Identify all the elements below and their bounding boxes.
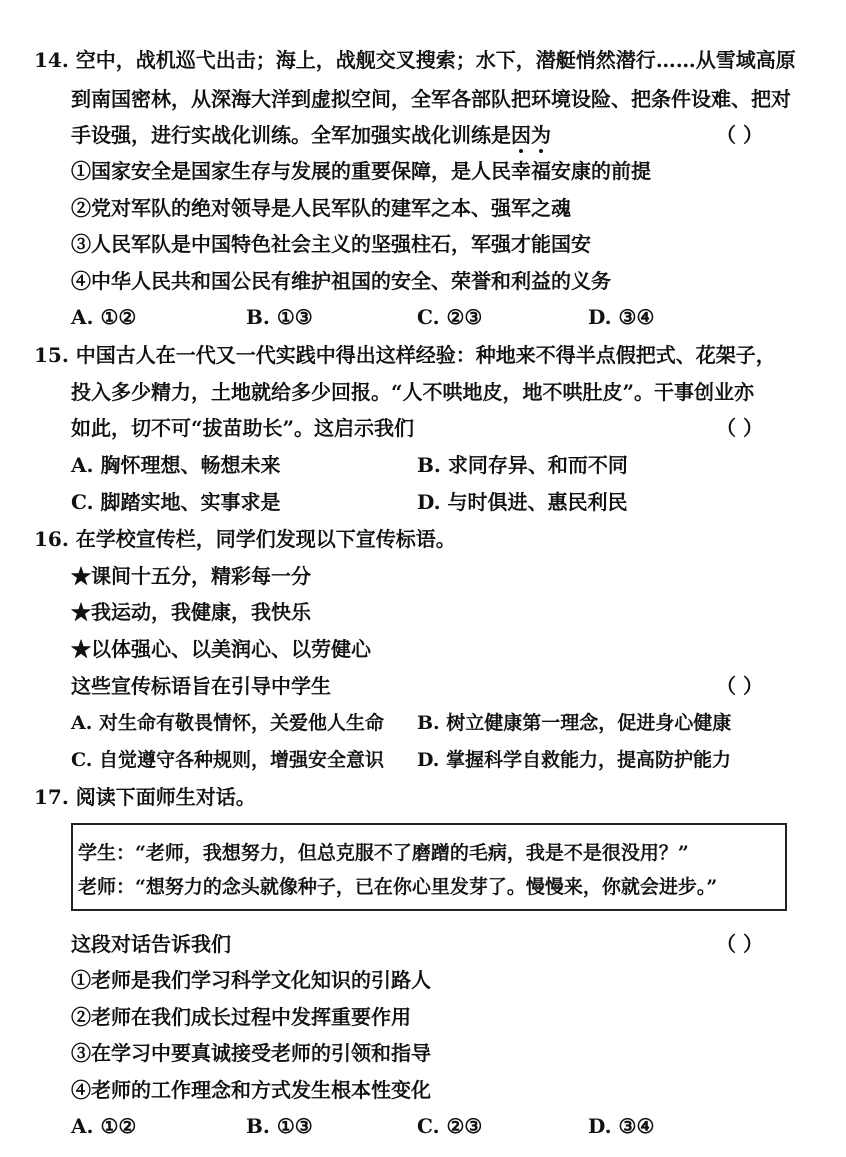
q14-stem-line3	[71, 122, 551, 148]
q17-option-c[interactable]: C. ②③	[417, 1114, 483, 1138]
q17-stem-line2: 这段对话告诉我们	[71, 932, 231, 956]
q16-slogan-1: ★课间十五分，精彩每一分	[71, 564, 311, 588]
q14-emphasis-char-2: 为	[531, 123, 551, 147]
q14-stem-line1: 14. 空中，战机巡弋出击；海上，战舰交叉搜索；水下，潜艇悄然潜行……从雪域高原	[34, 48, 796, 72]
q14-stem-line2: 到南国密林，从深海大洋到虚拟空间，全军各部队把环境设险、把条件设难、把对	[71, 87, 791, 111]
q15-stem-line2: 投入多少精力，土地就给多少回报。“人不哄地皮，地不哄肚皮”。干事创业亦	[71, 380, 755, 404]
q17-statement-2: ②老师在我们成长过程中发挥重要作用	[71, 1005, 411, 1029]
q17-statement-1: ①老师是我们学习科学文化知识的引路人	[71, 968, 431, 992]
q16-option-a[interactable]: A. 对生命有敬畏情怀，关爱他人生命	[71, 712, 384, 734]
q16-answer-blank[interactable]: （ ）	[716, 674, 763, 698]
q14-stem-line3-text: 手设强，进行实战化训练。全军加强实战化训练是	[71, 123, 511, 147]
q14-option-c[interactable]: C. ②③	[417, 305, 483, 329]
q15-answer-blank[interactable]: （ ）	[716, 416, 763, 440]
q16-slogan-2: ★我运动，我健康，我快乐	[71, 600, 311, 624]
q14-option-a[interactable]: A. ①②	[71, 305, 137, 329]
q15-option-a[interactable]: A. 胸怀理想、畅想未来	[71, 453, 281, 477]
q16-option-c[interactable]: C. 自觉遵守各种规则，增强安全意识	[71, 749, 385, 771]
q17-stem-line1: 17. 阅读下面师生对话。	[34, 785, 256, 809]
q17-option-b[interactable]: B. ①③	[246, 1114, 313, 1138]
q16-option-b[interactable]: B. 树立健康第一理念，促进身心健康	[417, 712, 732, 734]
q14-statement-2: ②党对军队的绝对领导是人民军队的建军之本、强军之魂	[71, 196, 571, 220]
q14-statement-1: ①国家安全是国家生存与发展的重要保障，是人民幸福安康的前提	[71, 159, 651, 183]
q17-option-a[interactable]: A. ①②	[71, 1114, 137, 1138]
q16-slogan-3: ★以体强心、以美润心、以劳健心	[71, 637, 371, 661]
q15-option-b[interactable]: B. 求同存异、和而不同	[417, 453, 628, 477]
q16-stem-line2: 这些宣传标语旨在引导中学生	[71, 674, 331, 698]
q17-answer-blank[interactable]: （ ）	[716, 932, 763, 956]
q17-statement-3: ③在学习中要真诚接受老师的引领和指导	[71, 1041, 431, 1065]
q16-stem-line1: 16. 在学校宣传栏，同学们发现以下宣传标语。	[34, 527, 456, 551]
q14-statement-4: ④中华人民共和国公民有维护祖国的安全、荣誉和利益的义务	[71, 269, 611, 293]
q17-statement-4: ④老师的工作理念和方式发生根本性变化	[71, 1078, 431, 1102]
q14-option-b[interactable]: B. ①③	[246, 305, 313, 329]
dialog-teacher-line: 老师：“想努力的念头就像种子，已在你心里发芽了。慢慢来，你就会进步。”	[78, 876, 718, 898]
dialog-student-line: 学生：“老师，我想努力，但总克服不了磨蹭的毛病，我是不是很没用？”	[78, 842, 689, 864]
q17-option-d[interactable]: D. ③④	[588, 1114, 655, 1138]
q15-option-d[interactable]: D. 与时俱进、惠民利民	[417, 490, 628, 514]
q14-emphasis-char-1: 因	[511, 123, 531, 147]
q14-option-d[interactable]: D. ③④	[588, 305, 655, 329]
q16-option-d[interactable]: D. 掌握科学自救能力，提高防护能力	[417, 749, 732, 771]
q15-option-c[interactable]: C. 脚踏实地、实事求是	[71, 490, 281, 514]
q15-stem-line3: 如此，切不可“拔苗助长”。这启示我们	[71, 416, 415, 440]
q15-stem-line1: 15. 中国古人在一代又一代实践中得出这样经验：种地来不得半点假把式、花架子，	[34, 343, 776, 367]
q14-statement-3: ③人民军队是中国特色社会主义的坚强柱石，军强才能国安	[71, 232, 591, 256]
q14-answer-blank[interactable]: （ ）	[716, 123, 763, 147]
